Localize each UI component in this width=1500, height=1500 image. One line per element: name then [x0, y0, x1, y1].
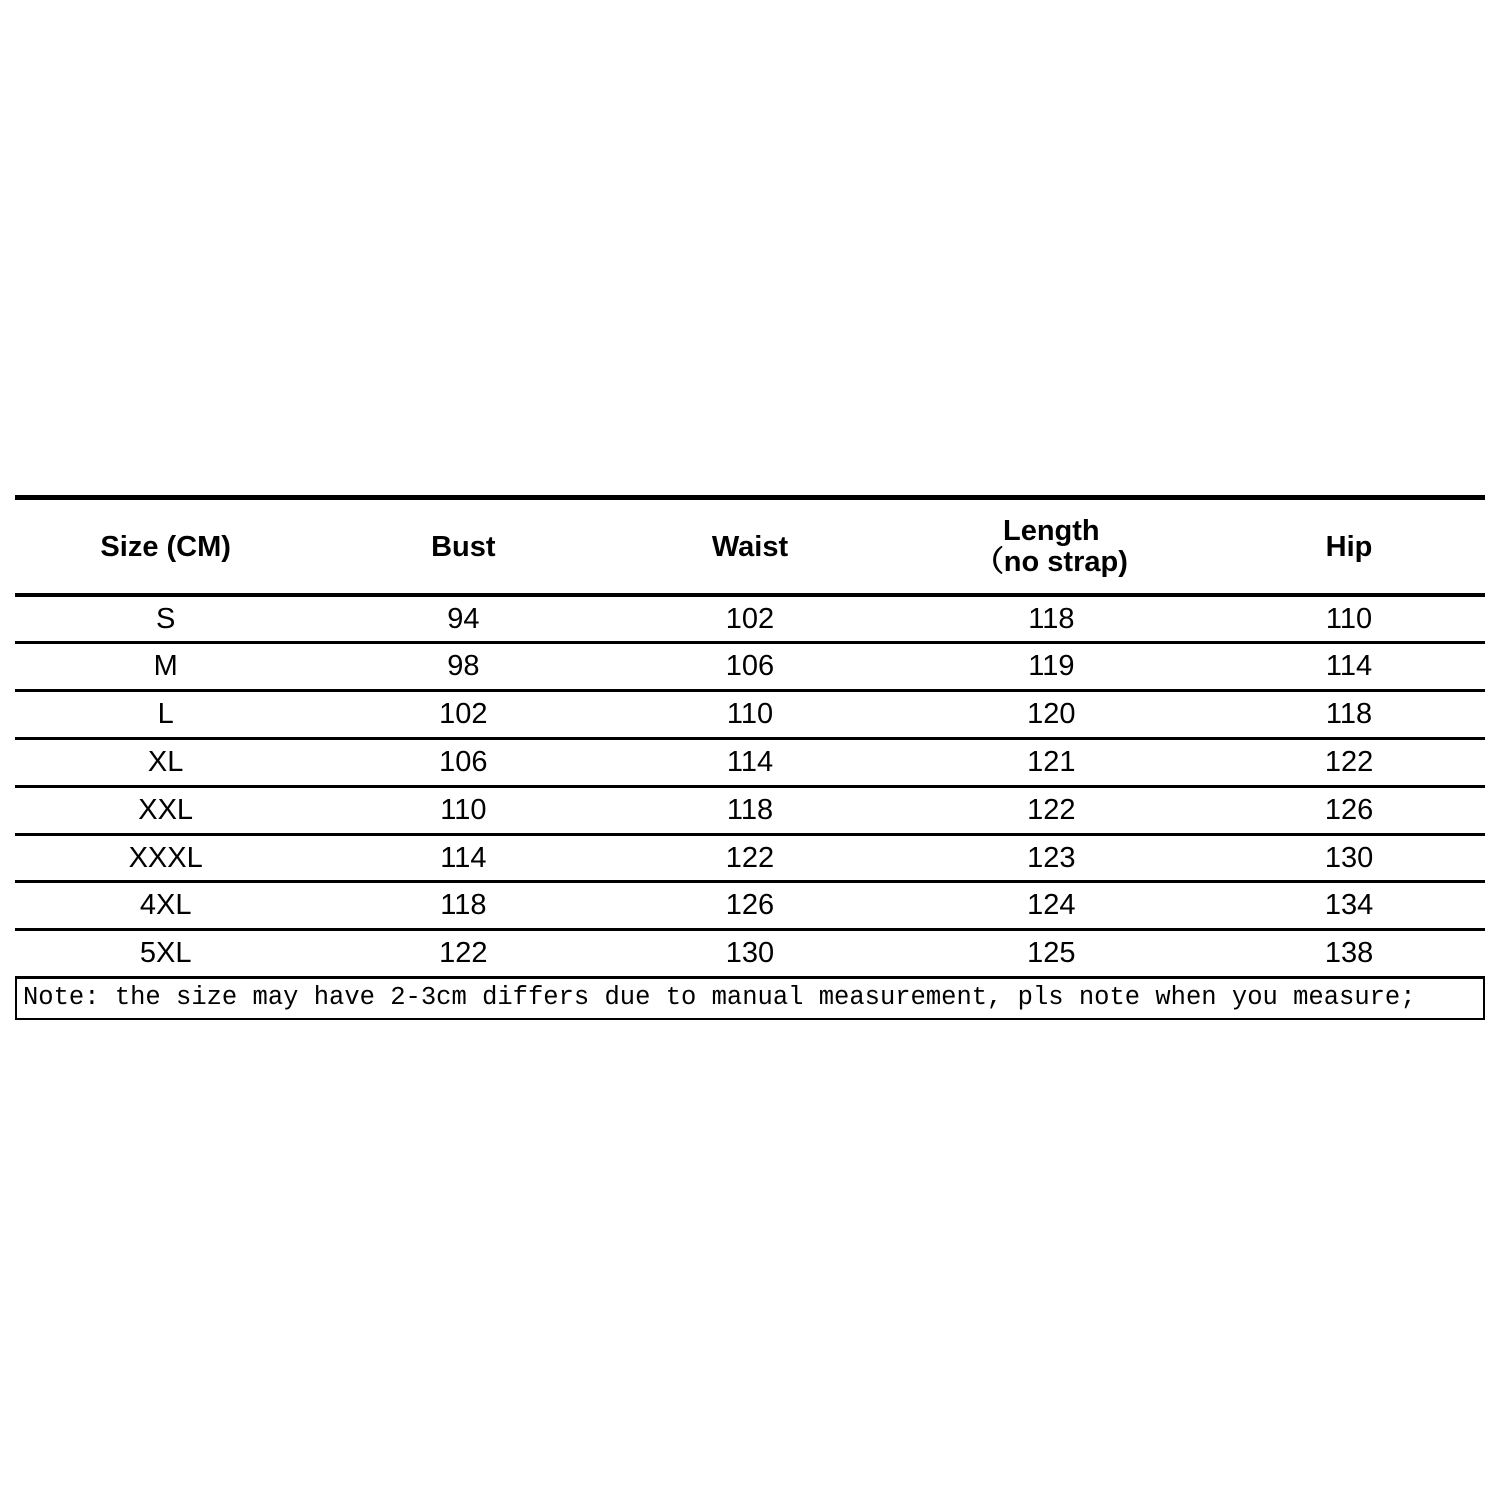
table-body: [15, 595, 1485, 978]
cell-bust: 122: [439, 937, 488, 970]
table-row: [15, 834, 1485, 882]
cell-length: 125: [1027, 937, 1076, 970]
cell-bust: 94: [447, 602, 480, 635]
column-header-waist-label: Waist: [711, 530, 789, 563]
size-chart: [15, 495, 1485, 1020]
table-header-row: [15, 498, 1485, 595]
cell-hip: 134: [1324, 889, 1374, 922]
column-header-length: [890, 498, 1213, 595]
cell-waist: 110: [726, 698, 774, 731]
cell-waist: 126: [725, 889, 775, 922]
cell-bust: 106: [439, 746, 488, 779]
cell-size: M: [153, 650, 178, 683]
table-header: [15, 498, 1485, 595]
table-row: [15, 930, 1485, 978]
cell-waist: 114: [726, 746, 774, 779]
column-header-bust: [316, 498, 610, 595]
cell-hip: 126: [1324, 793, 1374, 826]
cell-bust: 98: [447, 650, 480, 683]
cell-hip: 110: [1325, 602, 1373, 635]
column-header-size: [15, 498, 316, 595]
table-row: [15, 739, 1485, 787]
cell-hip: 114: [1325, 650, 1373, 683]
table-row: [15, 643, 1485, 691]
cell-bust: 102: [439, 698, 488, 731]
cell-bust: 114: [440, 841, 487, 874]
column-header-waist: [610, 498, 889, 595]
cell-waist: 122: [725, 841, 775, 874]
cell-size: XL: [147, 746, 184, 779]
cell-bust: 110: [440, 793, 487, 826]
cell-size: L: [157, 698, 174, 731]
measurement-note: Note: the size may have 2-3cm differs due to manual measurement, pls note when you measure;: [15, 979, 1485, 1020]
cell-length: 121: [1027, 746, 1076, 779]
cell-hip: 118: [1325, 698, 1373, 731]
cell-waist: 118: [726, 793, 774, 826]
cell-size: 4XL: [139, 889, 192, 922]
column-header-hip: [1213, 498, 1485, 595]
size-table: [15, 495, 1485, 979]
table-row: [15, 786, 1485, 834]
cell-length: 122: [1027, 793, 1076, 826]
cell-hip: 130: [1324, 841, 1374, 874]
cell-length: 123: [1027, 841, 1076, 874]
cell-waist: 102: [725, 602, 775, 635]
column-header-length-sublabel: （no strap): [974, 546, 1128, 579]
cell-size: 5XL: [139, 937, 192, 970]
table-row: [15, 595, 1485, 643]
cell-size: XXL: [138, 793, 194, 826]
cell-bust: 118: [440, 889, 487, 922]
cell-hip: 138: [1324, 937, 1374, 970]
cell-length: 120: [1027, 698, 1076, 731]
table-row: [15, 691, 1485, 739]
cell-size: XXXL: [128, 841, 203, 874]
cell-length: 124: [1027, 889, 1076, 922]
column-header-length-label: Length: [1003, 515, 1100, 547]
table-row: [15, 882, 1485, 930]
column-header-size-label: Size (CM): [100, 530, 231, 563]
cell-length: 119: [1028, 650, 1075, 683]
cell-waist: 106: [725, 650, 775, 683]
column-header-bust-label: Bust: [431, 530, 496, 563]
cell-size: S: [156, 602, 176, 635]
column-header-hip-label: Hip: [1325, 530, 1373, 563]
cell-length: 118: [1028, 602, 1075, 635]
cell-hip: 122: [1324, 746, 1374, 779]
cell-waist: 130: [725, 937, 775, 970]
